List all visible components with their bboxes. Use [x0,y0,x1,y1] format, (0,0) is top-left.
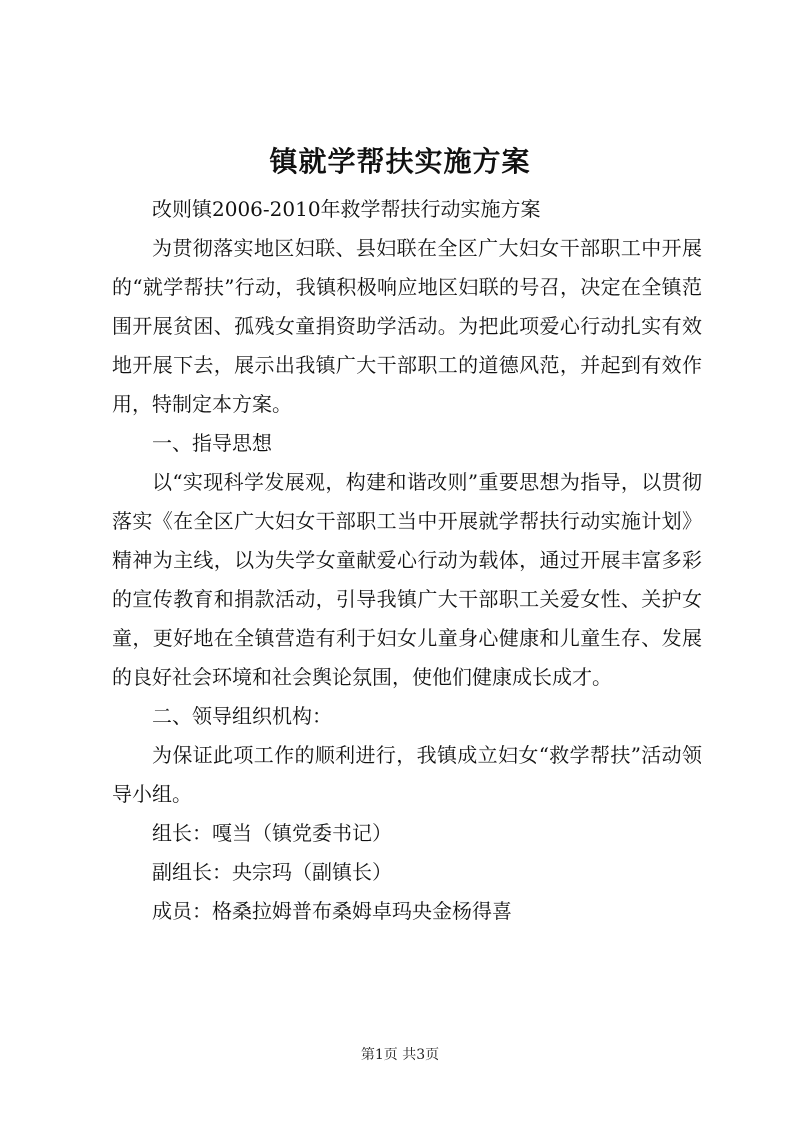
paragraph-members: 成员：格桑拉姆普布桑姆卓玛央金杨得喜 [152,899,512,923]
paragraph-guiding-ideology: 以“实现科学发展观，构建和谐改则”重要思想为指导，以贯彻落实《在全区广大妇女干部职工当中开展就学帮扶行动实施计划》精神为主线，以为失学女童献爱心行动为载体，通过开展丰富多彩的宣传教育和捐款活动，引导我镇广大干部职工关爱女性、关护女童，更好地在全镇营造有利于妇女儿童身心健康和儿童生存、发展的良好社会环境和社会舆论氛围，使他们健康成长成才。 [112,470,702,689]
section-heading-guiding-ideology: 一、指导思想 [152,431,272,455]
paragraph-team-leader: 组长：嘎当（镇党委书记） [152,821,392,845]
section-heading-leadership: 二、领导组织机构： [152,704,332,728]
paragraph-leadership: 为保证此项工作的顺利进行，我镇成立妇女“救学帮扶”活动领导小组。 [112,743,702,806]
paragraph-subtitle: 改则镇2006-2010年救学帮扶行动实施方案 [152,197,541,221]
paragraph-deputy-leader: 副组长：央宗玛（副镇长） [152,860,392,884]
document-title: 镇就学帮扶实施方案 [269,145,531,178]
paragraph-intro: 为贯彻落实地区妇联、县妇联在全区广大妇女干部职工中开展的“就学帮扶”行动，我镇积极响应地区妇联的号召，决定在全镇范围开展贫困、孤残女童捐资助学活动。为把此项爱心行动扎实有效地开展下去，展示出我镇广大干部职工的道德风范，并起到有效作用，特制定本方案。 [112,236,702,416]
document-body [112,190,702,931]
page-indicator: 第1页 共3页 [360,1047,440,1063]
